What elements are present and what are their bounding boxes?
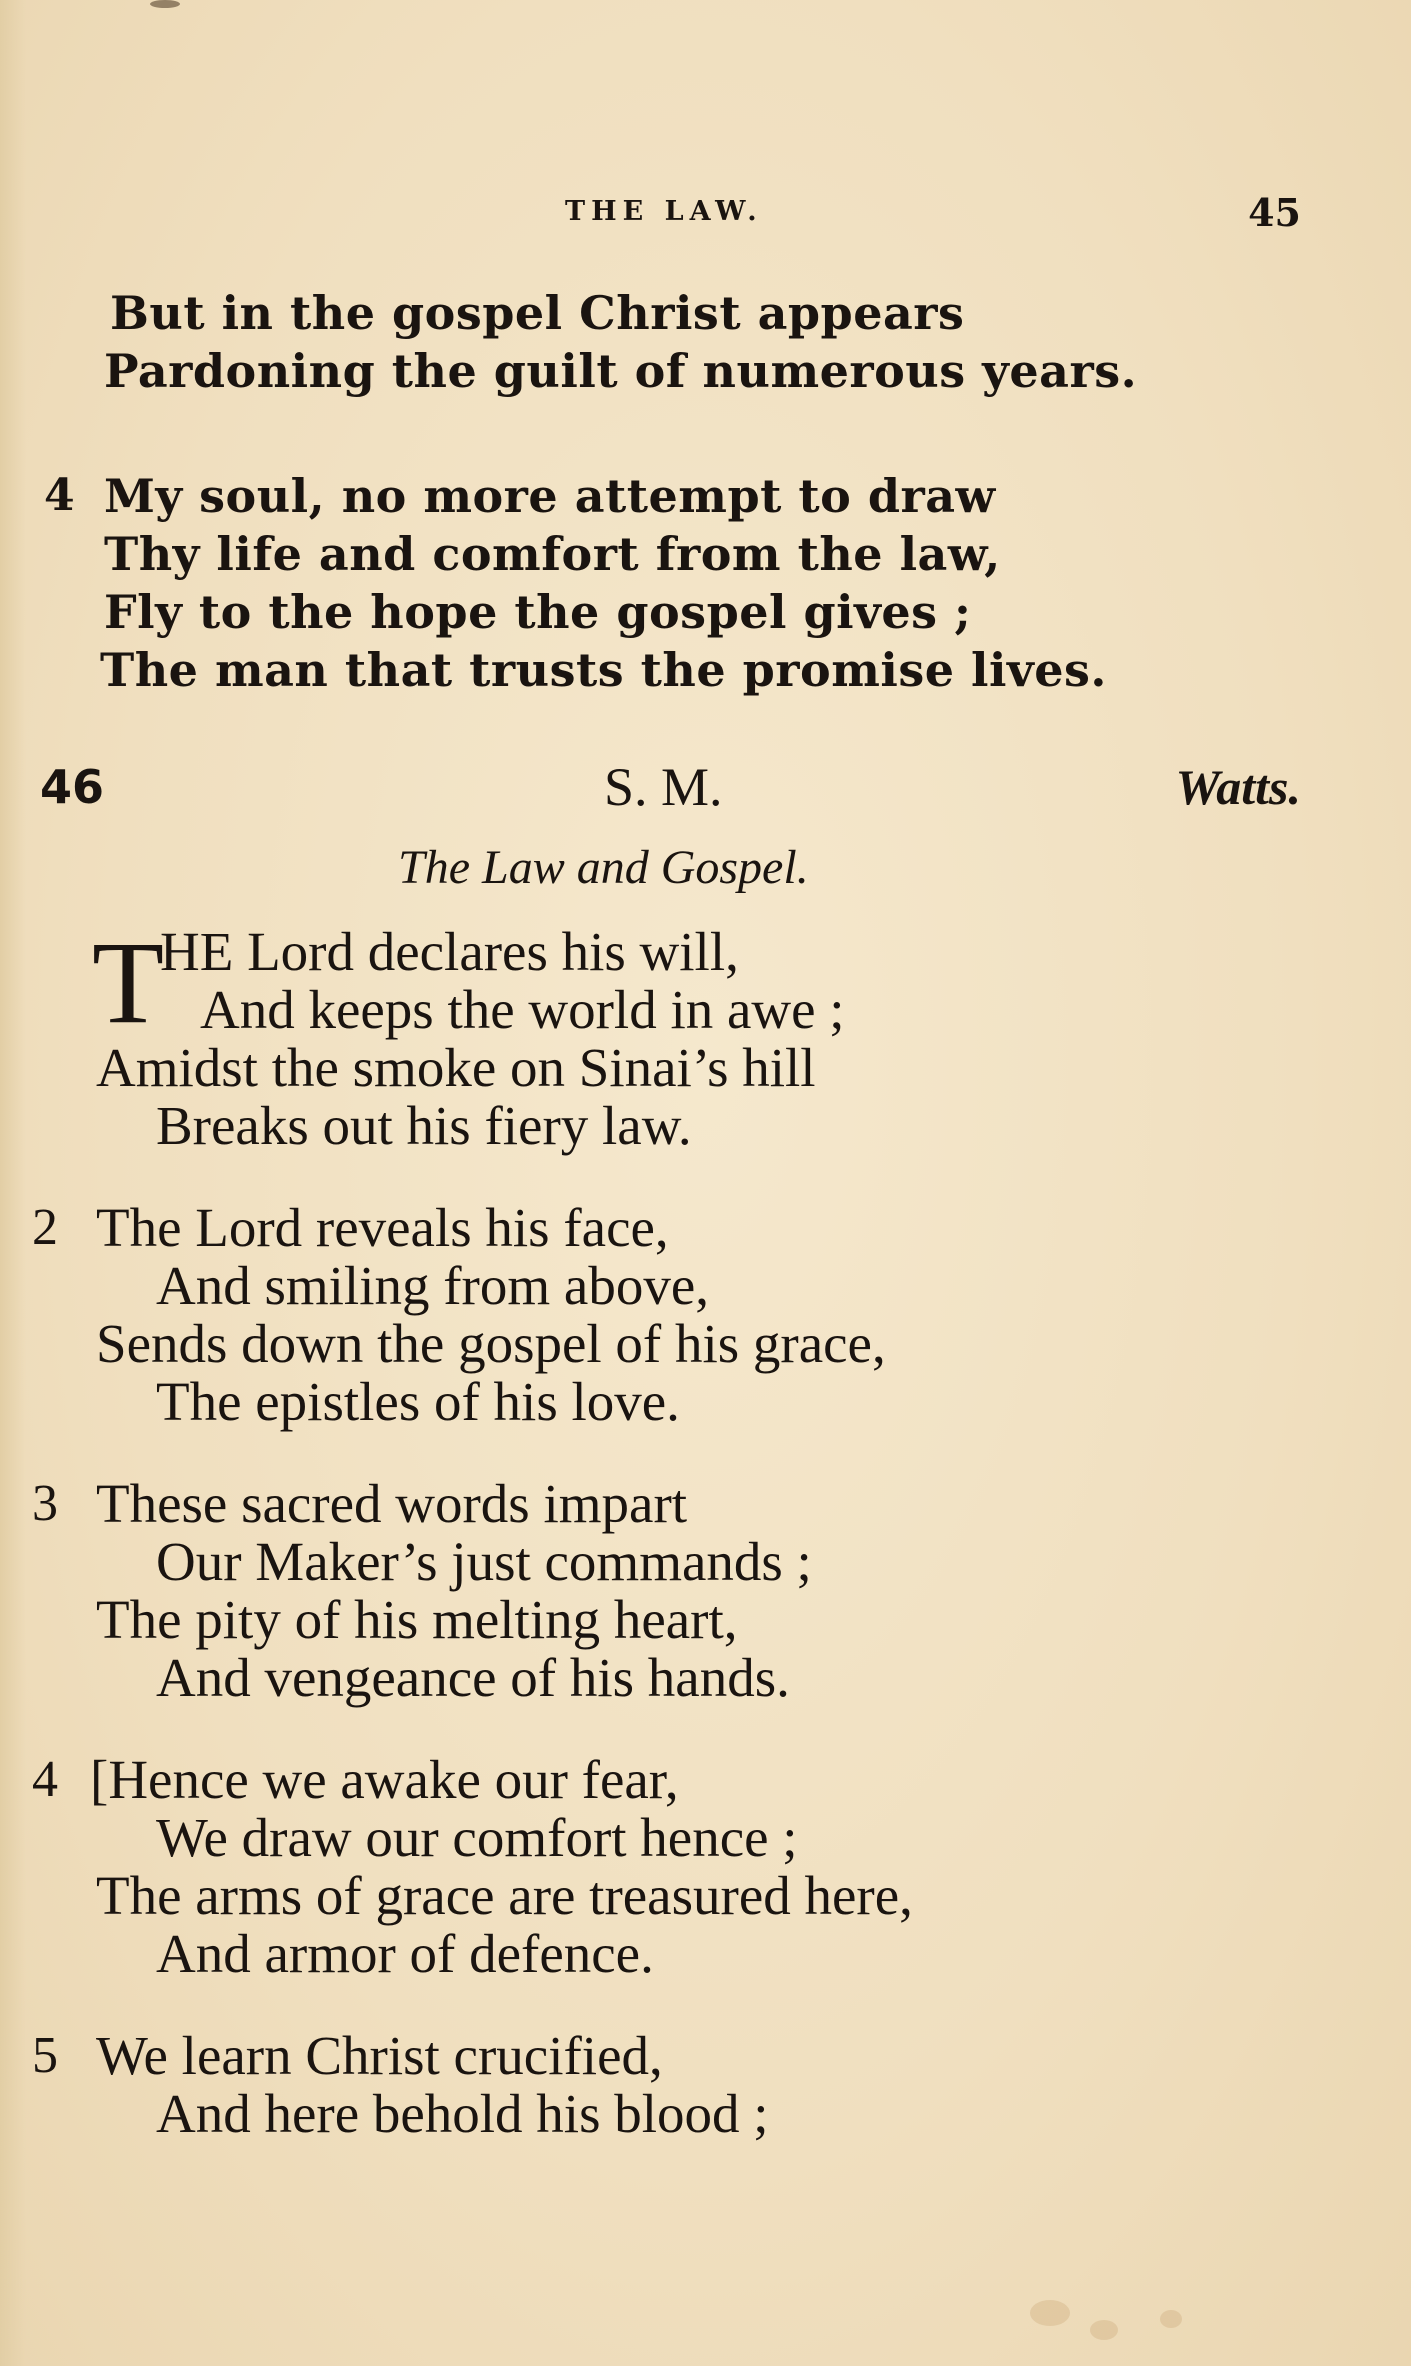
verse-line: The pity of his melting heart,	[96, 1589, 738, 1650]
paper-stain	[1030, 2300, 1070, 2326]
stanza-number: 4	[44, 470, 75, 521]
verse-line: And here behold his blood ;	[156, 2083, 769, 2144]
verse-line: And keeps the world in awe ;	[200, 979, 845, 1040]
paper-stain	[1160, 2310, 1182, 2328]
hymn-meter: S. M.	[604, 757, 723, 817]
verse-line: [Hence we awake our fear,	[90, 1749, 679, 1810]
verse-line: Breaks out his fiery law.	[156, 1095, 692, 1156]
verse-line: Our Maker’s just commands ;	[156, 1531, 812, 1592]
paper-stain	[1090, 2320, 1118, 2340]
verse-line: These sacred words impart	[96, 1473, 688, 1534]
verse-line: The epistles of his love.	[156, 1371, 680, 1432]
verse-line: And vengeance of his hands.	[156, 1647, 790, 1708]
verse-line: The Lord reveals his face,	[96, 1197, 669, 1258]
hymn-author: Watts.	[1175, 759, 1301, 815]
hymn-number: 46	[40, 760, 105, 814]
verse-line: Pardoning the guilt of numerous years.	[104, 344, 1138, 398]
verse-line: We draw our comfort hence ;	[156, 1807, 798, 1868]
hymn-title: The Law and Gospel.	[398, 841, 809, 894]
verse-line: Sends down the gospel of his grace,	[96, 1313, 886, 1374]
verse-line: My soul, no more attempt to draw	[104, 469, 996, 523]
stanza-number: 2	[32, 1199, 58, 1256]
page-gutter-shadow	[0, 0, 26, 2366]
verse-line: We learn Christ crucified,	[96, 2025, 663, 2086]
verse-line: Thy life and comfort from the law,	[104, 527, 1001, 581]
verse-line: HE Lord declares his will,	[160, 921, 739, 982]
hymn-heading	[0, 757, 1411, 830]
verse-line: The man that trusts the promise lives.	[100, 643, 1107, 697]
verse-line: Fly to the hope the gospel gives ;	[104, 585, 972, 639]
verse-line: And smiling from above,	[156, 1255, 709, 1316]
verse-line: But in the gospel Christ appears	[110, 286, 965, 340]
drop-cap: T	[92, 917, 165, 1048]
stanza-number: 4	[32, 1751, 58, 1808]
verse-line: Amidst the smoke on Sinai’s hill	[96, 1037, 816, 1098]
verse-line: The arms of grace are treasured here,	[96, 1865, 913, 1926]
page-number: 45	[1248, 190, 1301, 235]
running-title: THE LAW.	[565, 196, 763, 227]
stanza-number: 5	[32, 2027, 58, 2084]
stanza-number: 3	[32, 1475, 58, 1532]
page-header	[0, 190, 1411, 236]
verse-line: And armor of defence.	[156, 1923, 654, 1984]
paper-mark	[150, 0, 180, 8]
